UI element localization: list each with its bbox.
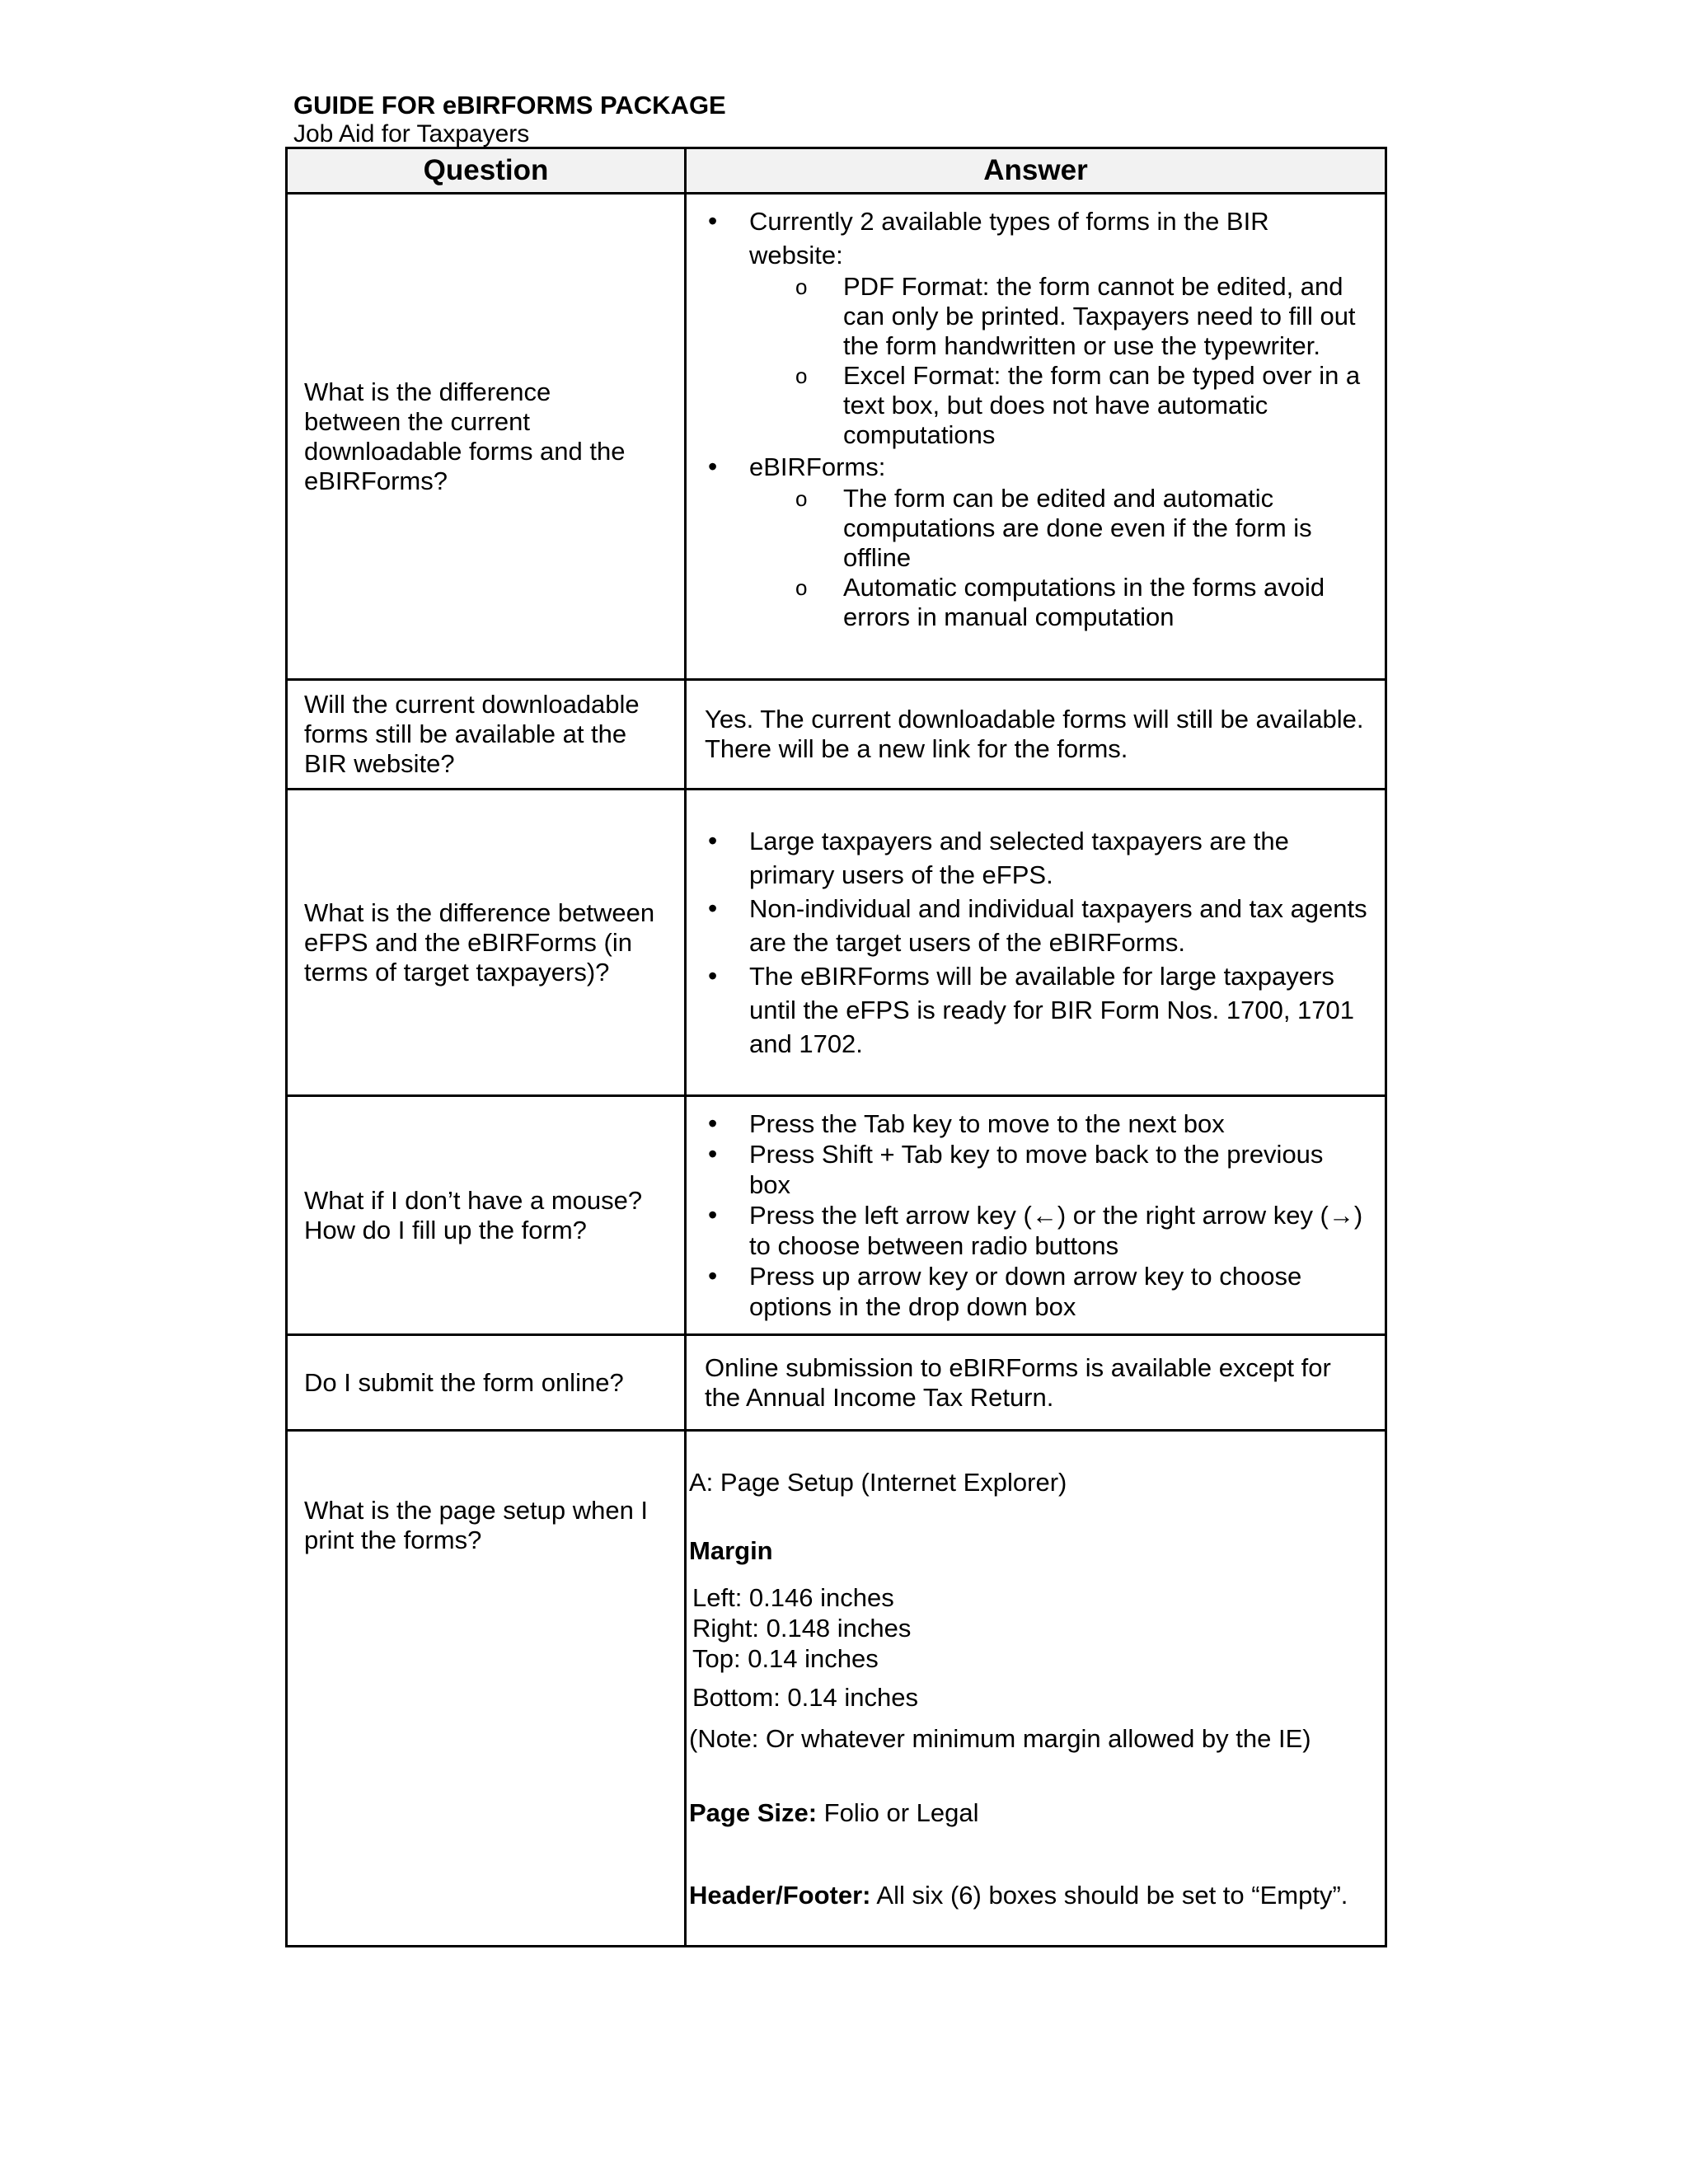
answer-sub-bullet: o The form can be edited and automatic computations are done even if the form is offline (749, 484, 1368, 573)
question-line: between the current (304, 406, 531, 436)
margin-left: Left: 0.146 inches (692, 1583, 894, 1612)
answer-bullet: • Press the left arrow key (←) or the right arrow key (→) to choose between radio buttons (705, 1200, 1368, 1261)
question-line: eBIRForms? (304, 466, 448, 495)
answer-bullet: • Non-individual and individual taxpayers and tax agents are the target users of the eBIRForms. (705, 892, 1368, 959)
table-header-row (287, 148, 1386, 194)
answer-cell (686, 1096, 1386, 1335)
margin-label: Margin (689, 1536, 773, 1565)
margin-bottom: Bottom: 0.14 inches (692, 1683, 918, 1712)
answer-cell (686, 790, 1386, 1096)
table-row (287, 790, 1386, 1096)
answer-sub-bullet: o Automatic computations in the forms avoid errors in manual computation (749, 573, 1368, 632)
question-line: What is the page setup when I (304, 1496, 649, 1525)
bullet-text: Currently 2 available types of forms in the BIR website: (749, 207, 1269, 269)
answer-cell (686, 194, 1386, 680)
answer-bullet: • Large taxpayers and selected taxpayers are the primary users of the eFPS. (705, 824, 1368, 892)
question-line: BIR website? (304, 749, 455, 778)
column-header-answer: Answer (686, 148, 1386, 194)
question-line: terms of target taxpayers)? (304, 957, 610, 987)
answer-sub-bullet: o PDF Format: the form cannot be edited, and can only be printed. Taxpayers need to fill out the form handwritten or use the typewriter. (749, 272, 1368, 361)
answer-bullet (705, 204, 1368, 450)
question-line: print the forms? (304, 1526, 482, 1554)
bullet-text: eBIRForms: (749, 452, 886, 481)
answer-sub-list (749, 272, 1368, 450)
answer-cell: Online submission to eBIRForms is available except for the Annual Income Tax Return. (686, 1335, 1386, 1431)
question-line: How do I fill up the form? (304, 1215, 587, 1244)
page-size (689, 1797, 1378, 1829)
header-footer (689, 1880, 1378, 1911)
question-line: downloadable forms and the (304, 436, 626, 466)
question-cell (287, 790, 686, 1096)
answer-bullet-list (705, 1108, 1368, 1322)
table-row (287, 680, 1386, 790)
header-footer-value: All six (6) boxes should be set to “Empty”. (870, 1881, 1348, 1910)
question-line: What is the difference between (304, 898, 655, 927)
question-line: eFPS and the eBIRForms (in (304, 927, 632, 957)
document-title: GUIDE FOR eBIRFORMS PACKAGE (293, 91, 726, 120)
page-size-label: Page Size: (689, 1798, 818, 1827)
document-subtitle: Job Aid for Taxpayers (293, 120, 530, 148)
answer-bullet: • The eBIRForms will be available for large taxpayers until the eFPS is ready for BIR Form Nos. 1700, 1701 and 1702. (705, 959, 1368, 1061)
page-setup-heading: A: Page Setup (Internet Explorer) (689, 1468, 1067, 1497)
answer-bullet-list (705, 204, 1368, 632)
faq-table (285, 147, 1387, 1947)
answer-sub-bullet: o Excel Format: the form can be typed over in a text box, but does not have automatic computations (749, 361, 1368, 450)
table-row (287, 1096, 1386, 1335)
question-cell (287, 680, 686, 790)
margin-note: (Note: Or whatever minimum margin allowed by the IE) (689, 1724, 1311, 1753)
answer-cell (686, 1431, 1386, 1947)
question-line: What if I don’t have a mouse? (304, 1185, 643, 1215)
answer-sub-list (749, 484, 1368, 632)
table-row (287, 1431, 1386, 1947)
page-size-value: Folio or Legal (817, 1798, 979, 1827)
margin-top: Top: 0.14 inches (692, 1644, 879, 1673)
table-row (287, 194, 1386, 680)
answer-bullet (705, 450, 1368, 632)
answer-cell: Yes. The current downloadable forms will still be available. There will be a new link for the forms. (686, 680, 1386, 790)
table-row (287, 1335, 1386, 1431)
question-line: What is the difference (304, 377, 551, 406)
question-cell (287, 1431, 686, 1947)
answer-bullet: • Press the Tab key to move to the next box (705, 1108, 1368, 1139)
margin-right: Right: 0.148 inches (692, 1614, 912, 1643)
header-footer-label: Header/Footer: (689, 1881, 871, 1910)
answer-bullet-list (705, 824, 1368, 1061)
page-setup-details (689, 1467, 1378, 1911)
answer-bullet: • Press up arrow key or down arrow key to choose options in the drop down box (705, 1261, 1368, 1322)
question-line: forms still be available at the (304, 719, 627, 748)
question-line: Do I submit the form online? (304, 1367, 624, 1397)
question-cell (287, 1096, 686, 1335)
question-line: Will the current downloadable (304, 690, 640, 719)
answer-bullet: • Press Shift + Tab key to move back to the previous box (705, 1139, 1368, 1200)
question-cell (287, 1335, 686, 1431)
column-header-question: Question (287, 148, 686, 194)
question-cell (287, 194, 686, 680)
